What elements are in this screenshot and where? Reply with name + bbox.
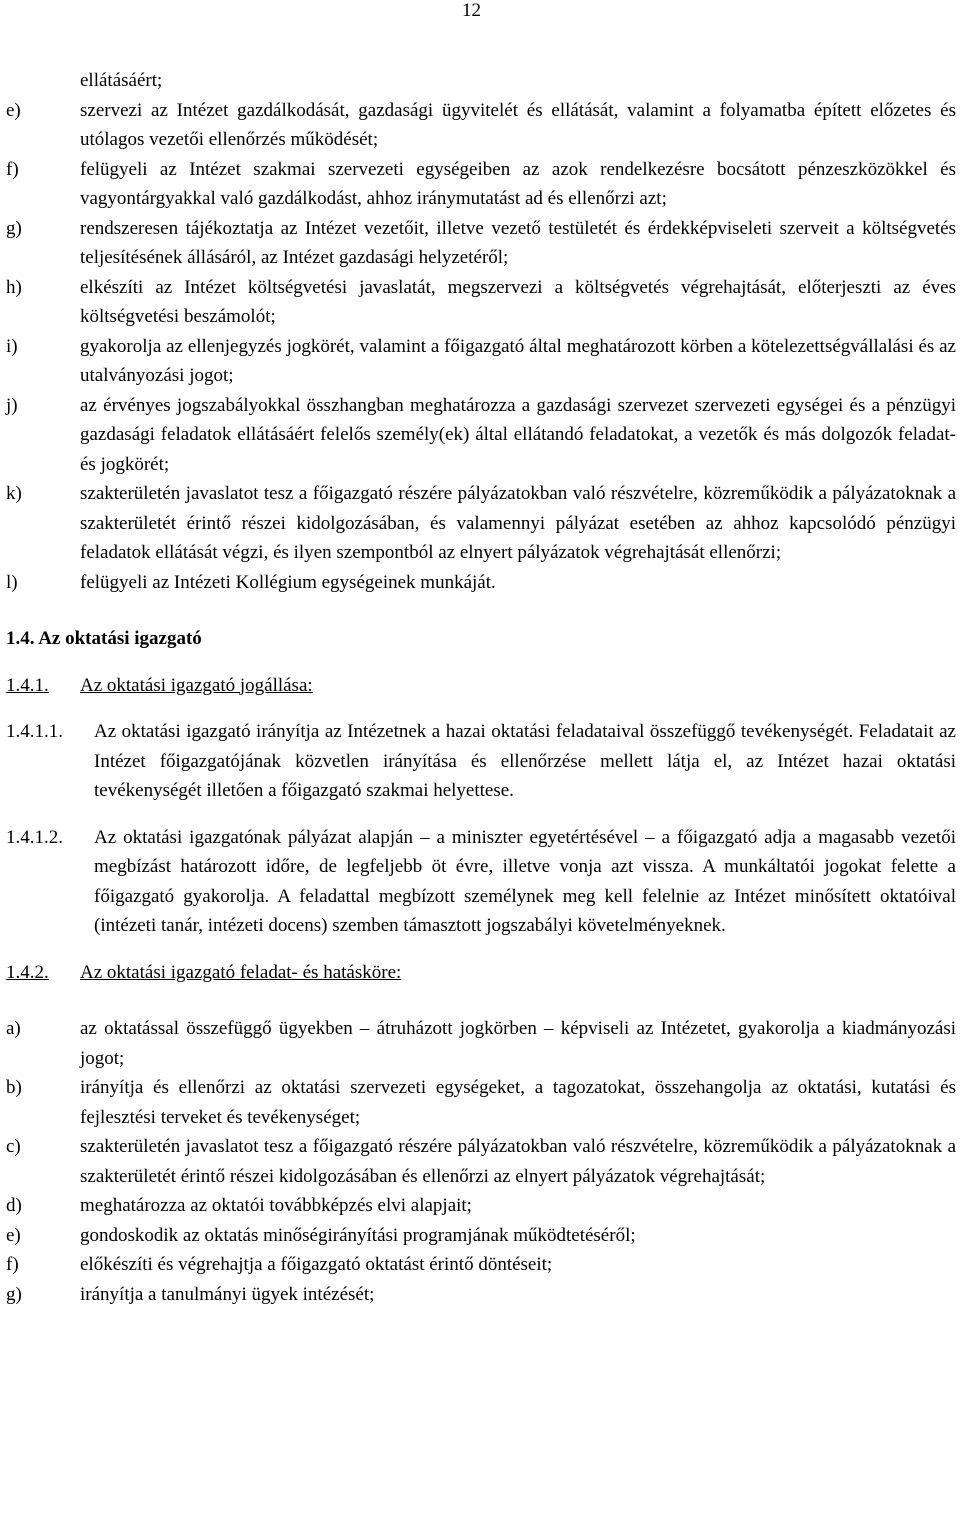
list-item xyxy=(6,1250,956,1280)
list-item xyxy=(6,391,956,480)
list-item xyxy=(6,155,956,214)
list-item xyxy=(6,1191,956,1221)
education-director-duties-list xyxy=(6,1014,956,1309)
paragraph-1-4-1-1 xyxy=(6,717,956,806)
subsection-number: 1.4.2. xyxy=(6,961,49,983)
list-item-label: f) xyxy=(6,1254,19,1275)
list-item-text: szakterületén javaslatot tesz a főigazgató részére pályázatokban való részvételre, közreműködik a pályázatoknak a szakterületét érintő részei kidolgozásában, és valamennyi pályázat esetében az ahhoz kapcsolódó pénzügyi feladatok ellátását végzi, és ilyen szempontból az elnyert pályázatok végrehajtását ellenőrzi; xyxy=(80,483,956,563)
list-item xyxy=(6,96,956,155)
list-item-label: f) xyxy=(6,158,19,180)
list-item xyxy=(6,1014,956,1073)
list-item-label: e) xyxy=(6,99,21,121)
subsection-title: Az oktatási igazgató feladat- és hatásköre: xyxy=(80,961,402,983)
list-item xyxy=(6,273,956,332)
paragraph-number: 1.4.1.2. xyxy=(6,826,63,848)
paragraph-text: Az oktatási igazgatónak pályázat alapján – a miniszter egyetértésével – a főigazgató adja a magasabb vezetői megbízást határozott időre, de legfeljebb öt évre, illetve vonja azt vissza. A munkáltatói jogokat felette a főigazgató gyakorolja. A feladattal megbízott személynek meg kell felelnie az Intézet minősített oktatóival (intézeti tanár, intézeti docens) szemben támasztott jogszabályi követelményeknek. xyxy=(94,826,956,936)
subsection-title: Az oktatási igazgató jogállása: xyxy=(80,674,313,696)
list-item xyxy=(6,1280,956,1310)
paragraph-number: 1.4.1.1. xyxy=(6,721,63,742)
list-item-label: d) xyxy=(6,1195,22,1216)
list-item-label: a) xyxy=(6,1018,21,1039)
list-item-text: meghatározza az oktatói továbbképzés elvi alapjait; xyxy=(80,1195,472,1216)
list-item-label: j) xyxy=(6,394,18,416)
list-item-text: elkészíti az Intézet költségvetési javaslatát, megszervezi a költségvetés végrehajtását, előterjeszti az éves költségvetési beszámolót; xyxy=(80,276,956,327)
list-item-text: szervezi az Intézet gazdálkodását, gazdasági ügyvitelét és ellátását, valamint a folyamatba épített előzetes és utólagos vezetői ellenőrzés működését; xyxy=(80,99,956,150)
list-item-label: e) xyxy=(6,1224,21,1246)
list-item-text: gondoskodik az oktatás minőségirányítási programjának működtetéséről; xyxy=(80,1224,636,1246)
paragraph-text: Az oktatási igazgató irányítja az Intézetnek a hazai oktatási feladataival összefüggő tevékenységét. Feladatait az Intézet főigazgatójának közvetlen irányítása és ellenőrzése mellett látja el, az Intézet hazai oktatási tevékenységét illetően a főigazgató szakmai helyettese. xyxy=(94,721,956,801)
list-item xyxy=(6,479,956,568)
list-item-text: rendszeresen tájékoztatja az Intézet vezetőit, illetve vezető testületét és érdekképviseleti szerveit a költségvetés teljesítésének állásáról, az Intézet gazdasági helyzetéről; xyxy=(80,217,956,268)
section-heading: 1.4. Az oktatási igazgató xyxy=(6,628,202,649)
list-item-text: gyakorolja az ellenjegyzés jogkörét, valamint a főigazgató által meghatározott körben a kötelezettségvállalási és az utalványozási jogot; xyxy=(80,335,956,386)
list-item-label: g) xyxy=(6,217,22,239)
list-item-text: irányítja a tanulmányi ügyek intézését; xyxy=(80,1283,375,1305)
list-item-label: i) xyxy=(6,335,18,357)
subsection-heading-duties xyxy=(6,958,956,988)
page-number: 12 xyxy=(462,0,481,21)
list-item-label: h) xyxy=(6,276,22,298)
list-item-text: az érvényes jogszabályokkal összhangban meghatározza a gazdasági szervezet szervezeti egységei és a pénzügyi gazdasági feladatok ellátásáért felelős személy(ek) által ellátandó feladatokat, a vezetők és más dolgozók feladat- és jogkörét; xyxy=(80,394,956,475)
list-item-text: szakterületén javaslatot tesz a főigazgató részére pályázatokban való részvételre, közreműködik a pályázatoknak a szakterületét érintő részei kidolgozásában és ellenőrzi az elnyert pályázatok végrehajtását; xyxy=(80,1136,956,1187)
list-item xyxy=(6,1132,956,1191)
subsection-heading-legal-status xyxy=(6,671,956,701)
list-item-label: b) xyxy=(6,1077,22,1098)
list-item-label: c) xyxy=(6,1136,21,1157)
list-item xyxy=(6,1221,956,1251)
list-item xyxy=(6,1073,956,1132)
list-item-text: az oktatással összefüggő ügyekben – átruházott jogkörben – képviseli az Intézetet, gyakorolja a kiadmányozási jogot; xyxy=(80,1018,956,1069)
list-item-text: felügyeli az Intézeti Kollégium egységeinek munkáját. xyxy=(80,571,496,593)
list-item xyxy=(6,568,956,598)
list-item-label: g) xyxy=(6,1283,22,1305)
subsection-number: 1.4.1. xyxy=(6,674,49,696)
list-item-text: felügyeli az Intézet szakmai szervezeti egységeiben az azok rendelkezésre bocsátott pénzeszközökkel és vagyontárgyakkal való gazdálkodást, ahhoz iránymutatást ad és ellenőrzi azt; xyxy=(80,158,956,209)
list-item-text: irányítja és ellenőrzi az oktatási szervezeti egységeket, a tagozatokat, összehangolja az oktatási, kutatási és fejlesztési terveket és tevékenységet; xyxy=(80,1077,956,1128)
list-item-label: l) xyxy=(6,571,18,593)
list-item-label: k) xyxy=(6,483,22,504)
list-item-text: előkészíti és végrehajtja a főigazgató oktatást érintő döntéseit; xyxy=(80,1254,553,1275)
duties-list xyxy=(6,96,956,598)
document-body xyxy=(6,66,956,1309)
list-item xyxy=(6,214,956,273)
continuation-text: ellátásáért; xyxy=(80,70,163,91)
paragraph-1-4-1-2 xyxy=(6,823,956,941)
list-item xyxy=(6,332,956,391)
